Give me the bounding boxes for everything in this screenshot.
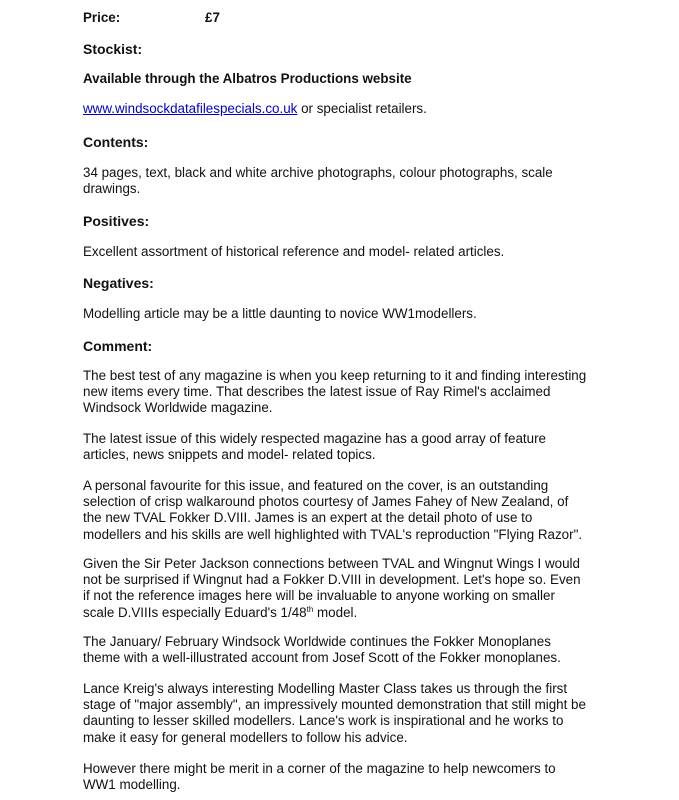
text-line: theme with a well-illustrated account from Josef Scott of the Fokker monoplanes. bbox=[83, 650, 561, 666]
text-line: WW1 modelling. bbox=[83, 777, 181, 793]
text-line: modellers and his skills are well highlighted with TVAL's reproduction "Flying Razor". bbox=[83, 526, 583, 542]
comment-paragraph bbox=[83, 556, 583, 621]
positives-heading: Positives: bbox=[83, 213, 150, 229]
text-line: Windsock Worldwide magazine. bbox=[83, 400, 273, 416]
contents-text bbox=[83, 165, 583, 197]
comment-paragraph bbox=[83, 478, 583, 543]
comment-heading: Comment: bbox=[83, 338, 153, 354]
text-line: Lance Kreig's always interesting Modelling Master Class takes us through the first bbox=[83, 681, 568, 696]
contents-heading: Contents: bbox=[83, 134, 149, 150]
text-line: 34 pages, text, black and white archive photographs, colour photographs, scale bbox=[83, 165, 553, 180]
text-line: if not the reference images here will be invaluable to anyone working on smaller bbox=[83, 588, 555, 604]
text-line: The best test of any magazine is when you keep returning to it and finding interesting bbox=[83, 368, 587, 383]
text-line: The January/ February Windsock Worldwide continues the Fokker Monoplanes bbox=[83, 634, 551, 649]
text-line: A personal favourite for this issue, and featured on the cover, is an outstanding bbox=[83, 478, 549, 493]
text-line: drawings. bbox=[83, 181, 141, 197]
text-line: The latest issue of this widely respected magazine has a good array of feature bbox=[83, 431, 546, 446]
text-line: stage of "major assembly", an impressively mounted demonstration that still might be bbox=[83, 697, 586, 713]
text-line: not be surprised if Wingnut had a Fokker D.VIII in development. Let's hope so. Even bbox=[83, 572, 581, 588]
text-line: Excellent assortment of historical reference and model- related articles. bbox=[83, 244, 505, 259]
comment-paragraph bbox=[83, 634, 583, 666]
price-value: £7 bbox=[205, 10, 220, 25]
text-line: Given the Sir Peter Jackson connections between TVAL and Wingnut Wings I would bbox=[83, 556, 580, 571]
price-label: Price: bbox=[83, 10, 121, 25]
stockist-heading: Stockist: bbox=[83, 41, 143, 57]
text-line-scale: scale D.VIIIs especially Eduard's 1/48th model. bbox=[83, 604, 358, 620]
text-line: articles, news snippets and model- related topics. bbox=[83, 447, 376, 463]
comment-paragraph bbox=[83, 431, 583, 463]
comment-paragraph bbox=[83, 681, 586, 746]
price-row bbox=[83, 10, 220, 26]
negatives-text bbox=[83, 306, 583, 322]
comment-paragraph bbox=[83, 761, 583, 793]
negatives-heading: Negatives: bbox=[83, 275, 154, 291]
text-line: However there might be merit in a corner of the magazine to help newcomers to bbox=[83, 761, 556, 776]
text-line: the new TVAL Fokker D.VIII. James is an expert at the detail photo of use to bbox=[83, 510, 533, 526]
text-line: daunting to lesser skilled modellers. Lance's work is inspirational and he works to bbox=[83, 713, 564, 729]
comment-paragraph bbox=[83, 368, 587, 417]
link-suffix: or specialist retailers. bbox=[297, 101, 427, 116]
positives-text bbox=[83, 244, 583, 260]
text-line: make it easy for general modellers to follow his advice. bbox=[83, 729, 408, 745]
text-line: new items every time. That describes the latest issue of Ray Rimel's acclaimed bbox=[83, 384, 551, 400]
stockist-link-row bbox=[83, 101, 427, 117]
stockist-line: Available through the Albatros Productions website bbox=[83, 71, 412, 86]
website-link[interactable]: www.windsockdatafilespecials.co.uk bbox=[83, 101, 298, 116]
text-line: Modelling article may be a little daunting to novice WW1modellers. bbox=[83, 306, 477, 321]
text-line: selection of crisp walkaround photos courtesy of James Fahey of New Zealand, of bbox=[83, 494, 569, 510]
